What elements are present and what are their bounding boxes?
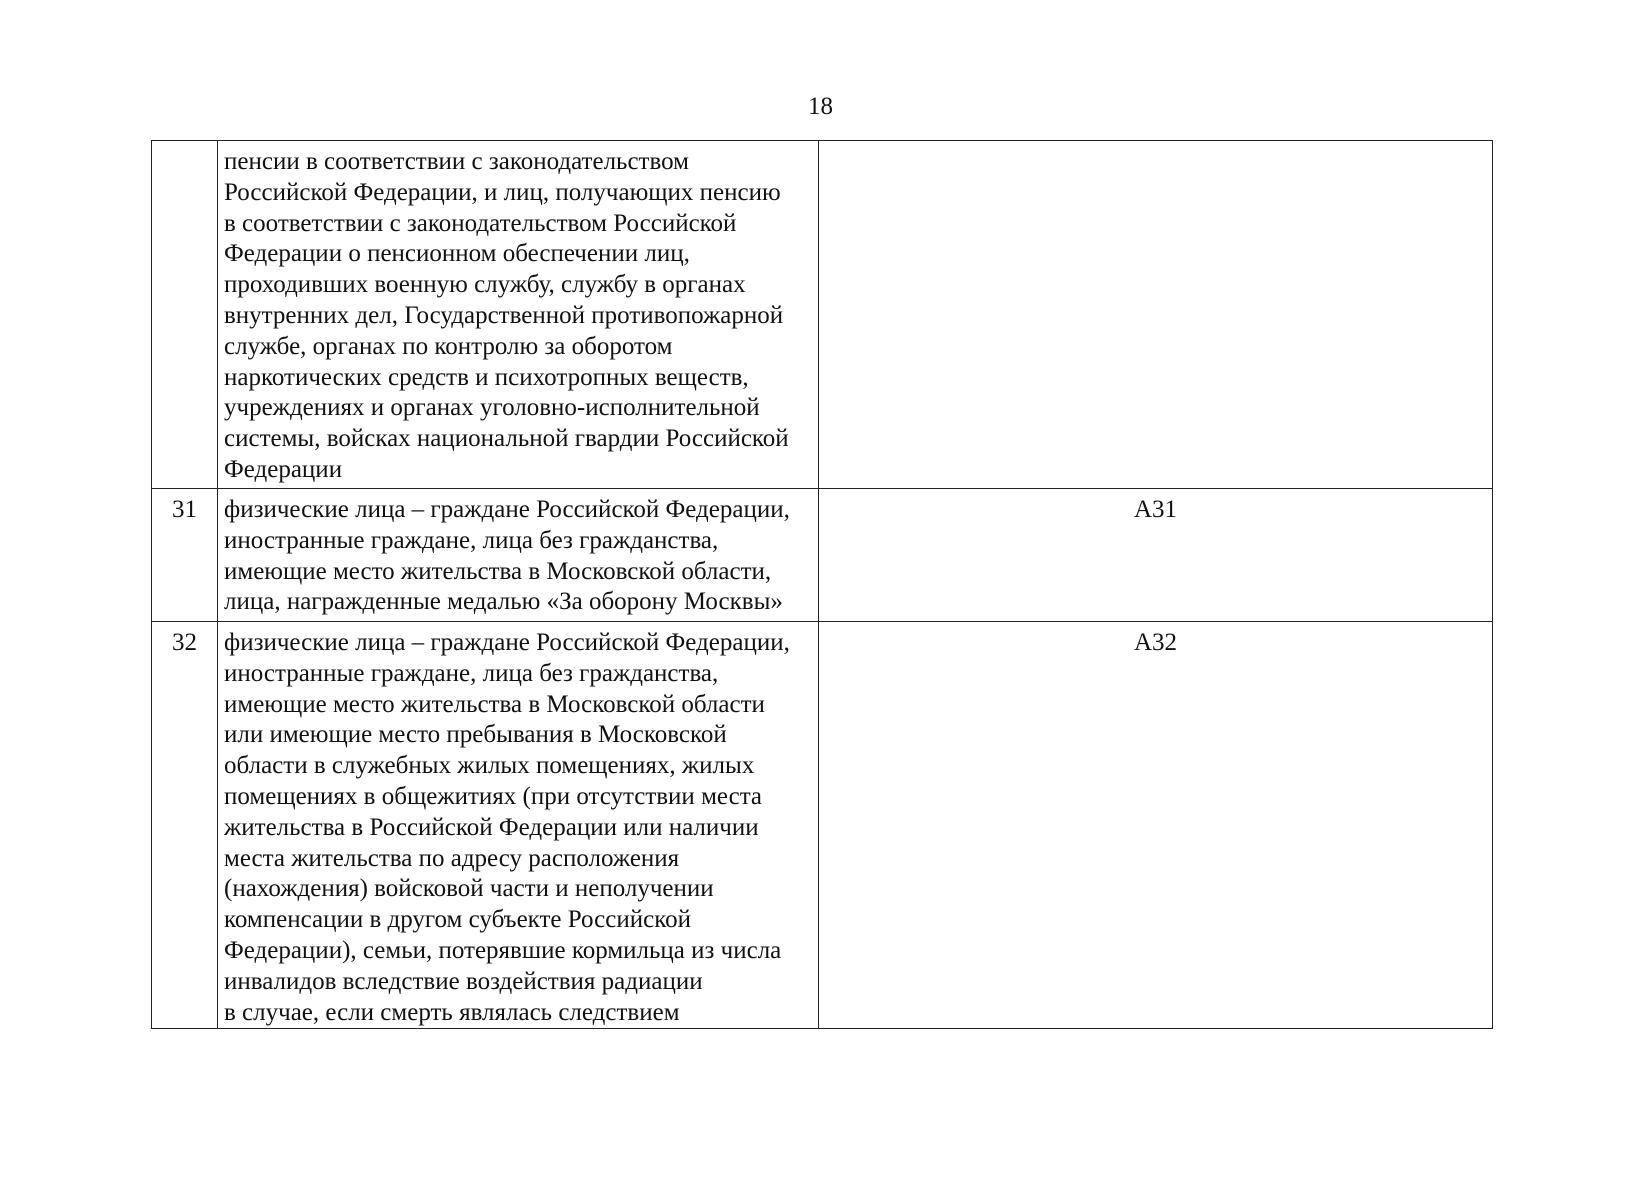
description-line: инвалидов вследствие воздействия радиации bbox=[224, 967, 703, 995]
description-line: помещениях в общежитиях (при отсутствии места bbox=[224, 782, 763, 810]
description-line: или имеющие место пребывания в Московской bbox=[224, 721, 727, 749]
page-number: 18 bbox=[808, 93, 833, 120]
description-line: иностранные граждане, лица без гражданства, bbox=[224, 659, 719, 687]
description-line: в случае, если смерть являлась следствием bbox=[224, 998, 680, 1026]
row-number-cell: 31 bbox=[152, 489, 218, 622]
description-line: службе, органах по контролю за оборотом bbox=[224, 332, 673, 360]
description-line: учреждениях и органах уголовно-исполнительной bbox=[224, 394, 760, 422]
row-code-cell bbox=[819, 141, 1493, 489]
description-line: Федерации bbox=[224, 455, 343, 483]
description-line: имеющие место жительства в Московской области bbox=[224, 690, 765, 718]
table-row bbox=[152, 489, 1493, 622]
description-line: физические лица – граждане Российской Федерации, bbox=[224, 496, 790, 523]
description-line: внутренних дел, Государственной противопожарной bbox=[224, 301, 784, 329]
table-row bbox=[152, 622, 1493, 1029]
row-code-cell: А31 bbox=[819, 489, 1493, 622]
description-line: лица, награжденные медалью «За оборону Москвы» bbox=[224, 588, 783, 616]
table-row bbox=[152, 141, 1493, 489]
description-line: (нахождения) войсковой части и неполучении bbox=[224, 875, 714, 903]
row-description-cell bbox=[218, 141, 819, 489]
description-line: жительства в Российской Федерации или наличии bbox=[224, 813, 759, 841]
row-code-cell: А32 bbox=[819, 622, 1493, 1029]
description-line: места жительства по адресу расположения bbox=[224, 844, 680, 872]
description-line: Федерации о пенсионном обеспечении лиц, bbox=[224, 240, 690, 268]
description-line: проходивших военную службу, службу в органах bbox=[224, 271, 746, 299]
description-line: области в служебных жилых помещениях, жилых bbox=[224, 752, 755, 780]
description-line: компенсации в другом субъекте Российской bbox=[224, 906, 691, 934]
row-number-cell bbox=[152, 141, 218, 489]
description-line: пенсии в соответствии с законодательством bbox=[224, 148, 689, 175]
description-line: Федерации), семьи, потерявшие кормильца из числа bbox=[224, 936, 782, 964]
description-line: в соответствии с законодательством Российской bbox=[224, 209, 737, 237]
description-line: физические лица – граждане Российской Федерации, bbox=[224, 629, 790, 656]
description-line: имеющие место жительства в Московской области, bbox=[224, 557, 772, 585]
description-line: наркотических средств и психотропных веществ, bbox=[224, 363, 749, 391]
description-line: системы, войсках национальной гвардии Российской bbox=[224, 425, 789, 453]
description-line: Российской Федерации, и лиц, получающих пенсию bbox=[224, 178, 781, 206]
row-description-cell bbox=[218, 489, 819, 622]
document-table bbox=[151, 140, 1493, 1029]
row-description-cell bbox=[218, 622, 819, 1029]
description-line: иностранные граждане, лица без гражданства, bbox=[224, 526, 719, 554]
row-number-cell: 32 bbox=[152, 622, 218, 1029]
